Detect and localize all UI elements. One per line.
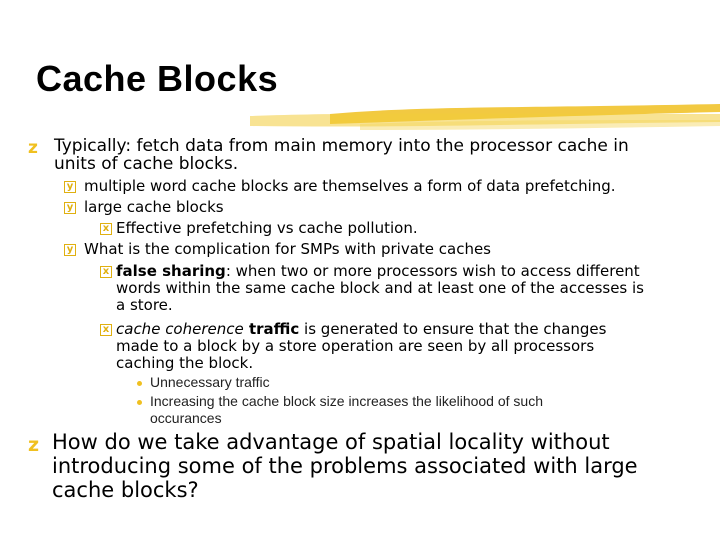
bullet-multiple-word: multiple word cache blocks are themselves a form of data prefetching. <box>84 177 616 195</box>
y-bullet-icon: y <box>64 244 76 256</box>
bullet-false-sharing-line2: words within the same cache block and at least one of the accesses is <box>116 279 644 297</box>
y-bullet-icon: y <box>64 181 76 193</box>
bullet-increasing-size-line2: occurances <box>150 410 222 426</box>
title-underline-brush <box>0 98 720 138</box>
bullet-spatial-locality-line1: How do we take advantage of spatial locality without <box>52 430 610 454</box>
coherence-text: is generated to ensure that the changes <box>299 320 607 338</box>
bullet-unnecessary-traffic: Unnecessary traffic <box>150 374 270 390</box>
bullet-false-sharing-line3: a store. <box>116 296 173 314</box>
x-bullet-icon: x <box>100 223 112 235</box>
term-false-sharing: false sharing <box>116 262 226 280</box>
false-sharing-text: : when two or more processors wish to access different <box>225 262 640 280</box>
bullet-smp-complication: What is the complication for SMPs with private caches <box>84 240 491 258</box>
bullet-effective-prefetching: Effective prefetching vs cache pollution. <box>116 219 418 237</box>
dot-bullet-icon <box>137 400 142 405</box>
x-bullet-icon: x <box>100 266 112 278</box>
slide-title: Cache Blocks <box>36 58 279 99</box>
dot-bullet-icon <box>137 381 142 386</box>
x-bullet-icon: x <box>100 324 112 336</box>
z-bullet-icon: z <box>28 138 38 158</box>
bullet-spatial-locality-line2: introducing some of the problems associated with large <box>52 454 638 478</box>
bullet-coherence-line1 <box>116 320 606 338</box>
bullet-typically-line2: units of cache blocks. <box>54 154 239 174</box>
bullet-typically-line1: Typically: fetch data from main memory into the processor cache in <box>54 136 629 156</box>
z-bullet-icon: z <box>28 434 40 456</box>
bullet-coherence-line3: caching the block. <box>116 354 254 372</box>
y-bullet-icon: y <box>64 202 76 214</box>
bullet-spatial-locality-line3: cache blocks? <box>52 478 199 502</box>
bullet-false-sharing-line1 <box>116 262 640 280</box>
term-traffic: traffic <box>243 320 300 338</box>
bullet-increasing-size-line1: Increasing the cache block size increases the likelihood of such <box>150 393 543 409</box>
bullet-large-cache-blocks: large cache blocks <box>84 198 224 216</box>
term-cache-coherence: cache coherence <box>116 320 244 338</box>
bullet-coherence-line2: made to a block by a store operation are seen by all processors <box>116 337 595 355</box>
